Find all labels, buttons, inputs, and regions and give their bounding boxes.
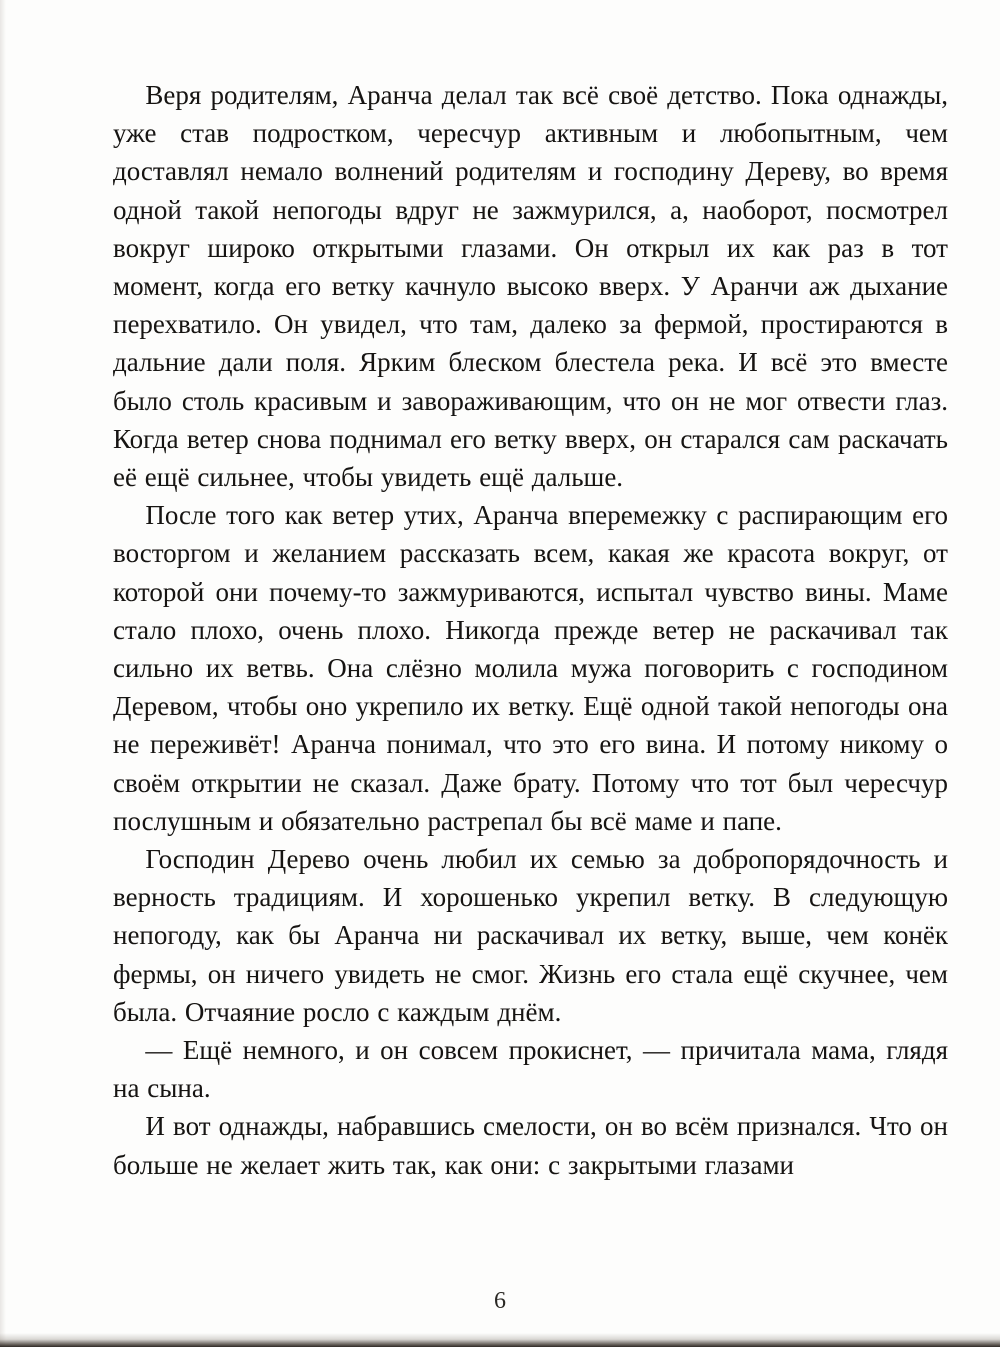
paragraph: И вот однажды, набравшись смелости, он во всём признался. Что он больше не желает жить так, как они: с закрытыми глазами	[113, 1111, 948, 1180]
scan-edge-left-shadow	[0, 0, 6, 1347]
paragraph: Господин Дерево очень любил их семью за добропорядочность и верность традициям. И хорошенько укрепил ветку. В следующую непогоду, как бы Аранча ни раскачивал их ветку, выше, чем конёк фермы, он ничего увидеть не смог. Жизнь его стала ещё скучнее, чем была. Отчаяние росло с каждым днём.	[113, 844, 948, 1027]
paragraph-dialogue: — Ещё немного, и он совсем прокиснет, — причитала мама, глядя на сына.	[113, 1035, 948, 1104]
paragraph: После того как ветер утих, Аранча вперемежку с распирающим его восторгом и желанием рассказать всем, какая же красота вокруг, от которой они почему-то зажмуриваются, испытал чувство вины. Маме стало плохо, очень плохо. Никогда прежде ветер не раскачивал так сильно их ветвь. Она слёзно молила мужа поговорить с господином Деревом, чтобы оно укрепило их ветку. Ещё одной такой непогоды она не переживёт! Аранча понимал, что это его вина. И потому никому о своём открытии не сказал. Даже брату. Потому что тот был чересчур послушным и обязательно растрепал бы всё маме и папе.	[113, 500, 948, 836]
paragraph: Веря родителям, Аранча делал так всё своё детство. Пока однажды, уже став подростком, чересчур активным и любопытным, чем доставлял немало волнений родителям и господину Дереву, во время одной такой непогоды вдруг не зажмурился, а, наоборот, посмотрел вокруг широко открытыми глазами. Он открыл их как раз в тот момент, когда его ветку качнуло высоко вверх. У Аранчи аж дыхание перехватило. Он увидел, что там, далеко за фермой, простираются в дальние дали поля. Ярким блеском блестела река. И всё это вместе было столь красивым и завораживающим, что он не мог отвести глаз. Когда ветер снова поднимал его ветку вверх, он старался сам раскачать её ещё сильнее, чтобы увидеть ещё дальше.	[113, 80, 948, 493]
page-number: 6	[494, 1288, 506, 1314]
scan-edge-bottom-shadow	[0, 1333, 1000, 1347]
page-text	[113, 76, 948, 1184]
